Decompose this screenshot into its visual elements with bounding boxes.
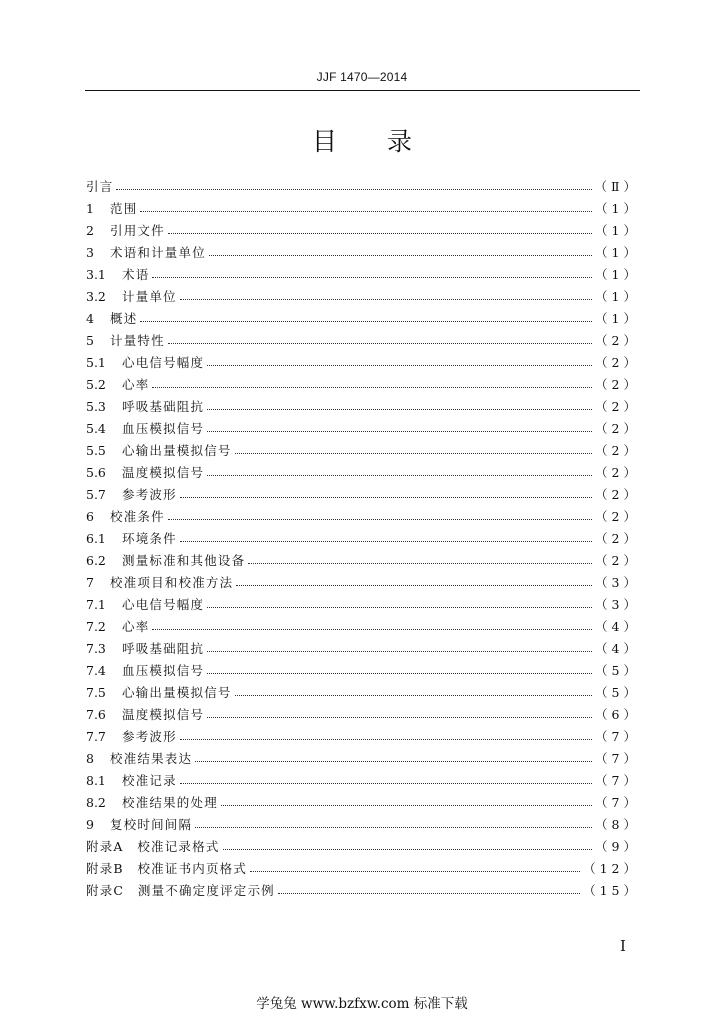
toc-entry-number: 7.2: [86, 618, 106, 634]
toc-entry[interactable]: [86, 505, 640, 527]
toc-entry-page: （2）: [595, 531, 640, 546]
toc-entry[interactable]: [86, 351, 640, 373]
toc-entry-number: 5.1: [86, 354, 106, 370]
toc-entry-number: 8.1: [86, 772, 106, 788]
toc-dot-leader: [209, 254, 592, 256]
toc-entry-number: 6: [86, 508, 94, 524]
toc-entry[interactable]: [86, 175, 640, 197]
toc-entry-label: 参考波形: [122, 487, 177, 502]
toc-entry-number: 7.5: [86, 684, 106, 700]
toc-entry-page: （1）: [595, 223, 640, 238]
toc-entry-label: 校准条件: [110, 509, 165, 524]
toc-dot-leader: [235, 452, 592, 454]
header-rule: [85, 90, 640, 91]
toc-dot-leader: [140, 320, 592, 322]
toc-entry-page: （2）: [595, 355, 640, 370]
toc-entry-number: 6.2: [86, 552, 106, 568]
toc-entry-label: 参考波形: [122, 729, 177, 744]
toc-entry-label: 范围: [110, 201, 138, 216]
toc-entry-page: （7）: [595, 751, 640, 766]
toc-entry[interactable]: [86, 549, 640, 571]
toc-entry[interactable]: [86, 307, 640, 329]
toc-entry-label: 计量特性: [110, 333, 165, 348]
toc-entry-page: （1）: [595, 267, 640, 282]
toc-dot-leader: [152, 276, 592, 278]
toc-entry-number: 1: [86, 200, 94, 216]
toc-entry-number: 7.4: [86, 662, 106, 678]
toc-entry-label: 血压模拟信号: [122, 421, 205, 436]
toc-entry-page: （6）: [595, 707, 640, 722]
toc-dot-leader: [168, 342, 592, 344]
toc-entry-label: 心电信号幅度: [122, 355, 205, 370]
toc-dot-leader: [195, 760, 592, 762]
toc-entry[interactable]: [86, 813, 640, 835]
toc-entry-page: （7）: [595, 729, 640, 744]
toc-entry-page: （5）: [595, 663, 640, 678]
toc-entry[interactable]: [86, 681, 640, 703]
toc-entry-label: 计量单位: [122, 289, 177, 304]
toc-entry-page: （2）: [595, 465, 640, 480]
toc-entry-label: 术语: [122, 267, 150, 282]
toc-dot-leader: [235, 694, 592, 696]
toc-entry[interactable]: [86, 219, 640, 241]
toc-entry-page: （2）: [595, 443, 640, 458]
toc-entry-label: 校准项目和校准方法: [110, 575, 234, 590]
toc-entry-page: （1）: [595, 245, 640, 260]
standard-code: JJF 1470—2014: [316, 70, 408, 84]
toc-dot-leader: [180, 782, 592, 784]
toc-entry-number: 5.6: [86, 464, 106, 480]
toc-entry[interactable]: [86, 835, 640, 857]
toc-entry-number: 7.1: [86, 596, 106, 612]
toc-entry-page: （5）: [595, 685, 640, 700]
table-of-contents: [86, 175, 640, 901]
toc-entry-label: 校准结果的处理: [122, 795, 218, 810]
toc-entry[interactable]: [86, 725, 640, 747]
toc-entry[interactable]: [86, 637, 640, 659]
toc-entry-page: （2）: [595, 421, 640, 436]
toc-entry[interactable]: [86, 527, 640, 549]
toc-entry[interactable]: [86, 329, 640, 351]
toc-entry-page: （2）: [595, 399, 640, 414]
toc-entry-number: 3: [86, 244, 94, 260]
toc-entry-page: （2）: [595, 333, 640, 348]
toc-entry[interactable]: [86, 197, 640, 219]
toc-dot-leader: [236, 584, 592, 586]
toc-entry-number: 7.3: [86, 640, 106, 656]
toc-entry[interactable]: [86, 747, 640, 769]
toc-entry-number: 6.1: [86, 530, 106, 546]
toc-entry-page: （3）: [595, 575, 640, 590]
page-number: I: [620, 937, 626, 955]
toc-entry-page: （1）: [595, 311, 640, 326]
toc-entry-label: 温度模拟信号: [122, 465, 205, 480]
toc-entry-label: 术语和计量单位: [110, 245, 206, 260]
toc-entry-label: 校准记录: [122, 773, 177, 788]
toc-dot-leader: [180, 496, 592, 498]
toc-entry-page: （15）: [583, 883, 640, 898]
toc-entry-page: （3）: [595, 597, 640, 612]
toc-entry-label: 附录C 测量不确定度评定示例: [86, 883, 275, 898]
toc-entry-number: 4: [86, 310, 94, 326]
toc-entry-page: （9）: [595, 839, 640, 854]
toc-entry[interactable]: [86, 263, 640, 285]
toc-entry-label: 心输出量模拟信号: [122, 685, 232, 700]
toc-entry[interactable]: [86, 285, 640, 307]
toc-dot-leader: [180, 298, 592, 300]
toc-entry-label: 引言: [86, 179, 114, 194]
toc-entry-number: 3.1: [86, 266, 106, 282]
toc-entry-page: （Ⅱ）: [594, 179, 640, 194]
toc-dot-leader: [221, 804, 592, 806]
toc-entry-label: 呼吸基础阻抗: [122, 399, 205, 414]
toc-entry-label: 心输出量模拟信号: [122, 443, 232, 458]
toc-dot-leader: [207, 430, 592, 432]
toc-entry[interactable]: [86, 769, 640, 791]
toc-entry[interactable]: [86, 857, 640, 879]
toc-dot-leader: [168, 232, 592, 234]
toc-dot-leader: [223, 848, 593, 850]
toc-entry[interactable]: [86, 439, 640, 461]
toc-entry[interactable]: [86, 483, 640, 505]
toc-entry-number: 7.6: [86, 706, 106, 722]
toc-entry-label: 复校时间间隔: [110, 817, 193, 832]
toc-entry[interactable]: [86, 879, 640, 901]
toc-entry-page: （2）: [595, 553, 640, 568]
toc-entry[interactable]: [86, 373, 640, 395]
toc-entry-page: （7）: [595, 795, 640, 810]
toc-entry-label: 引用文件: [110, 223, 165, 238]
toc-dot-leader: [207, 364, 592, 366]
toc-dot-leader: [180, 738, 592, 740]
toc-entry-label: 心电信号幅度: [122, 597, 205, 612]
toc-entry-number: 2: [86, 222, 94, 238]
toc-entry-label: 校准结果表达: [110, 751, 193, 766]
toc-entry-number: 5.5: [86, 442, 106, 458]
toc-dot-leader: [207, 716, 592, 718]
toc-dot-leader: [152, 386, 592, 388]
toc-entry[interactable]: [86, 461, 640, 483]
toc-entry-page: （2）: [595, 487, 640, 502]
toc-entry-number: 9: [86, 816, 94, 832]
toc-entry-number: 5.2: [86, 376, 106, 392]
toc-entry-page: （12）: [583, 861, 640, 876]
toc-entry-number: 7.7: [86, 728, 106, 744]
toc-dot-leader: [250, 870, 580, 872]
toc-entry[interactable]: [86, 659, 640, 681]
toc-dot-leader: [207, 672, 592, 674]
toc-dot-leader: [168, 518, 592, 520]
toc-entry-label: 概述: [110, 311, 138, 326]
page-title: 目录: [311, 127, 462, 156]
toc-entry-page: （7）: [595, 773, 640, 788]
toc-entry-label: 心率: [122, 619, 150, 634]
toc-entry[interactable]: [86, 615, 640, 637]
toc-dot-leader: [207, 650, 592, 652]
toc-entry-label: 心率: [122, 377, 150, 392]
toc-entry-label: 温度模拟信号: [122, 707, 205, 722]
toc-entry-number: 8: [86, 750, 94, 766]
toc-entry-number: 5: [86, 332, 94, 348]
toc-entry[interactable]: [86, 791, 640, 813]
toc-entry-label: 附录A 校准记录格式: [86, 839, 220, 854]
toc-entry[interactable]: [86, 593, 640, 615]
toc-dot-leader: [207, 606, 592, 608]
footer-watermark: 学兔兔 www.bzfxw.com 标准下载: [256, 996, 468, 1012]
toc-entry-label: 血压模拟信号: [122, 663, 205, 678]
toc-entry-page: （2）: [595, 509, 640, 524]
toc-entry-number: 5.3: [86, 398, 106, 414]
toc-entry-label: 附录B 校准证书内页格式: [86, 861, 248, 876]
toc-entry-number: 5.4: [86, 420, 106, 436]
toc-entry[interactable]: [86, 703, 640, 725]
toc-entry-number: 7: [86, 574, 94, 590]
toc-entry-number: 5.7: [86, 486, 106, 502]
toc-entry-page: （4）: [595, 641, 640, 656]
toc-entry-page: （8）: [595, 817, 640, 832]
toc-entry[interactable]: [86, 571, 640, 593]
toc-dot-leader: [207, 474, 592, 476]
toc-entry-page: （1）: [595, 289, 640, 304]
toc-dot-leader: [116, 188, 591, 190]
toc-entry-page: （1）: [595, 201, 640, 216]
toc-entry-page: （4）: [595, 619, 640, 634]
toc-dot-leader: [195, 826, 592, 828]
toc-dot-leader: [180, 540, 592, 542]
toc-entry-number: 8.2: [86, 794, 106, 810]
toc-entry[interactable]: [86, 395, 640, 417]
toc-dot-leader: [248, 562, 592, 564]
toc-dot-leader: [152, 628, 592, 630]
toc-dot-leader: [140, 210, 592, 212]
toc-entry-number: 3.2: [86, 288, 106, 304]
toc-entry[interactable]: [86, 241, 640, 263]
toc-dot-leader: [278, 892, 580, 894]
toc-entry-page: （2）: [595, 377, 640, 392]
toc-entry-label: 环境条件: [122, 531, 177, 546]
toc-entry[interactable]: [86, 417, 640, 439]
toc-entry-label: 呼吸基础阻抗: [122, 641, 205, 656]
toc-dot-leader: [207, 408, 592, 410]
toc-entry-label: 测量标准和其他设备: [122, 553, 246, 568]
